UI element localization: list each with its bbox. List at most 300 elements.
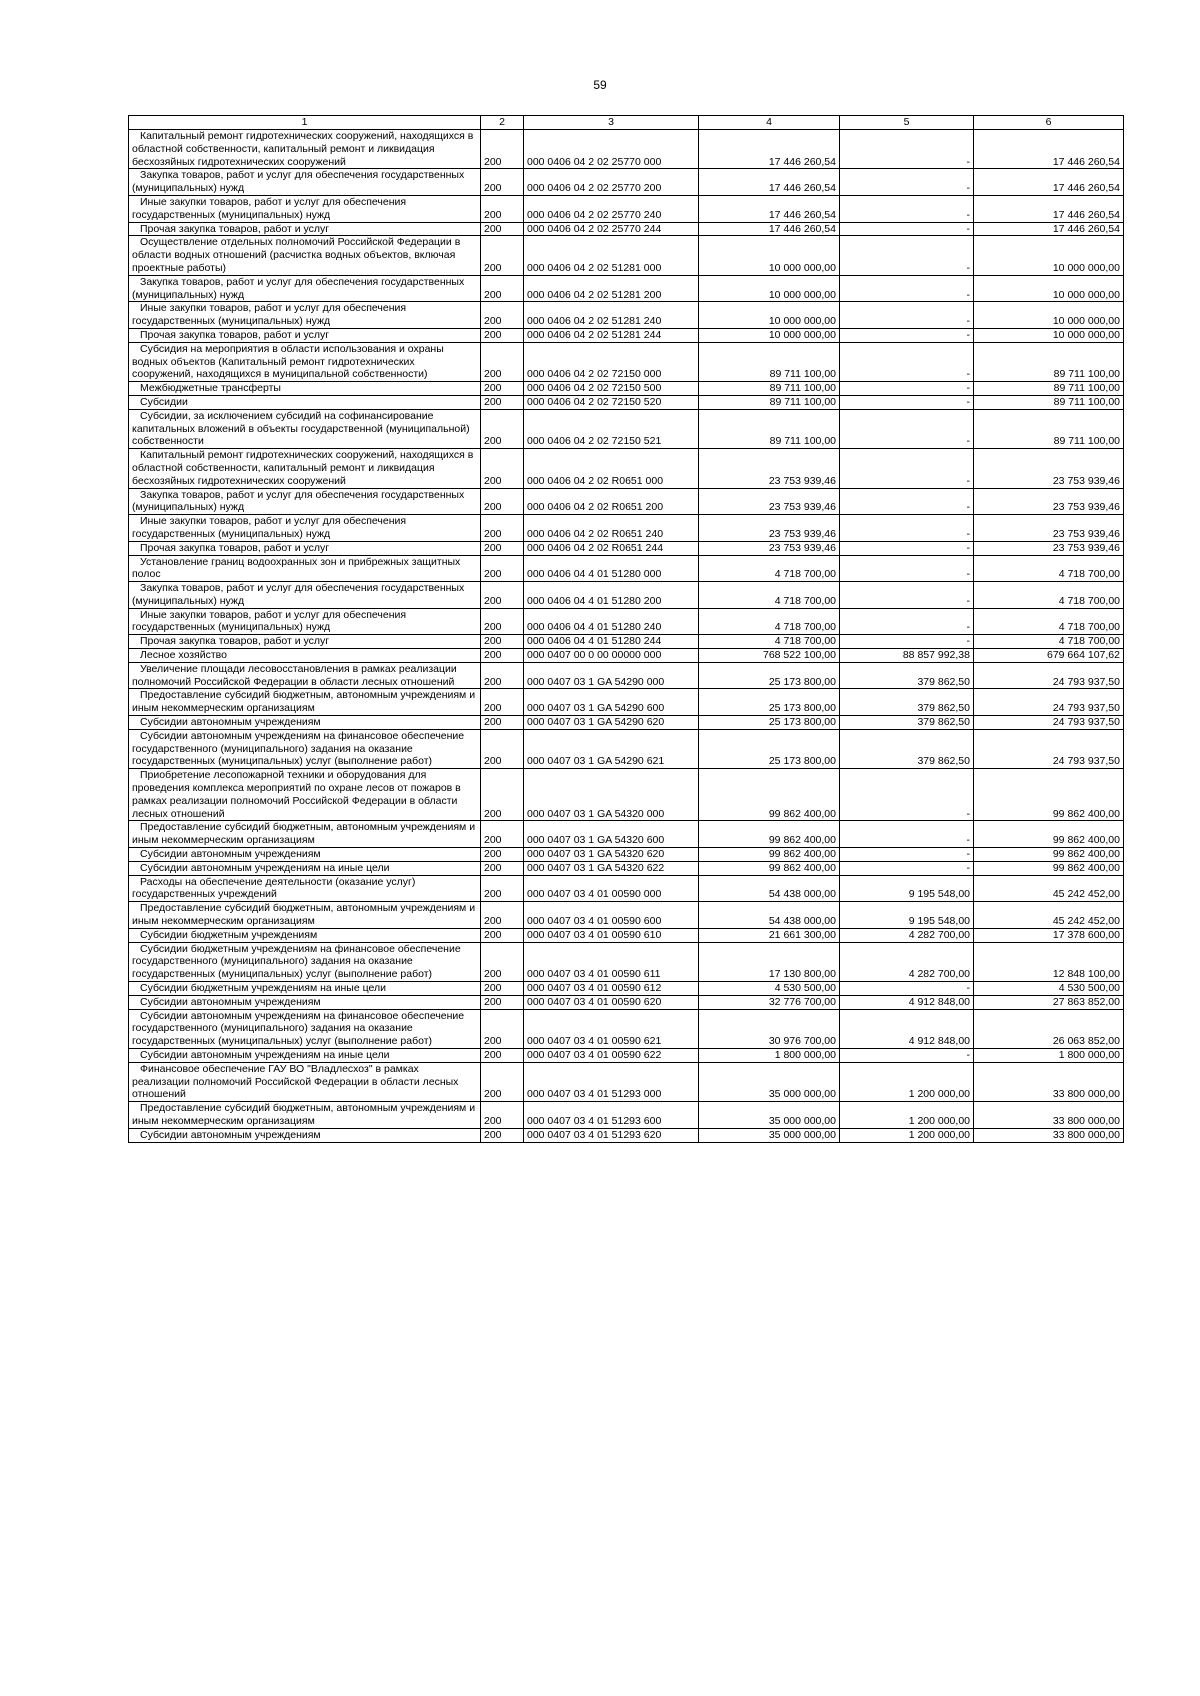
table-row [129, 449, 1124, 488]
remainder-amount-cell: 17 446 260,54 [974, 195, 1124, 222]
remainder-amount-cell: 23 753 939,46 [974, 541, 1124, 555]
remainder-amount-cell: 23 753 939,46 [974, 449, 1124, 488]
expense-name-text: Капитальный ремонт гидротехнических сооружений, находящихся в областной собственности, капитальный ремонт и ликвидация бесхозяйных гидротехнических сооружений [132, 449, 474, 487]
table-row [129, 302, 1124, 329]
table-row [129, 342, 1124, 381]
table-row [129, 1102, 1124, 1129]
expense-name-cell [129, 1009, 481, 1048]
expense-name-text: Субсидии автономным учреждениям на финансовое обеспечение государственного (муниципального) задания на оказание государственных (муниципальных) услуг (выполнение работ) [132, 1009, 465, 1048]
executed-amount-cell: - [840, 395, 974, 409]
table-row [129, 716, 1124, 730]
expense-name-cell [129, 382, 481, 396]
executed-amount-cell: - [840, 382, 974, 396]
chapter-code-cell: 200 [481, 328, 524, 342]
expense-name-text: Прочая закупка товаров, работ и услуг [140, 635, 330, 648]
expense-name-cell [129, 821, 481, 848]
column-header-2: 2 [481, 116, 524, 130]
expense-name-text: Субсидии бюджетным учреждениям на иные цели [140, 982, 386, 994]
table-row [129, 769, 1124, 821]
approved-amount-cell: 99 862 400,00 [699, 769, 840, 821]
chapter-code-cell: 200 [481, 541, 524, 555]
budget-classification-code-cell: 000 0406 04 2 02 51281 244 [524, 328, 699, 342]
approved-amount-cell: 4 718 700,00 [699, 608, 840, 635]
approved-amount-cell: 4 530 500,00 [699, 982, 840, 996]
chapter-code-cell: 200 [481, 395, 524, 409]
expense-name-text: Закупка товаров, работ и услуг для обеспечения государственных (муниципальных) нужд [132, 275, 465, 301]
expense-name-text: Предоставление субсидий бюджетным, автономным учреждениям и иным некоммерческим организациям [132, 689, 476, 715]
expense-name-cell [129, 729, 481, 768]
budget-classification-code-cell: 000 0407 03 4 01 51293 600 [524, 1102, 699, 1129]
remainder-amount-cell: 17 446 260,54 [974, 130, 1124, 169]
budget-classification-code-cell: 000 0406 04 2 02 51281 200 [524, 275, 699, 302]
executed-amount-cell: - [840, 195, 974, 222]
remainder-amount-cell: 24 793 937,50 [974, 729, 1124, 768]
approved-amount-cell: 1 800 000,00 [699, 1048, 840, 1062]
expense-name-text: Субсидии бюджетным учреждениям на финансовое обеспечение государственного (муниципального) задания на оказание государственных (муниципальных) услуг (выполнение работ) [132, 942, 461, 981]
chapter-code-cell: 200 [481, 342, 524, 381]
remainder-amount-cell: 24 793 937,50 [974, 689, 1124, 716]
approved-amount-cell: 17 446 260,54 [699, 195, 840, 222]
budget-classification-code-cell: 000 0407 03 1 GA 54290 600 [524, 689, 699, 716]
remainder-amount-cell: 17 446 260,54 [974, 222, 1124, 236]
chapter-code-cell: 200 [481, 449, 524, 488]
chapter-code-cell: 200 [481, 1102, 524, 1129]
budget-classification-code-cell: 000 0406 04 2 02 R0651 200 [524, 488, 699, 515]
remainder-amount-cell: 26 063 852,00 [974, 1009, 1124, 1048]
remainder-amount-cell: 89 711 100,00 [974, 395, 1124, 409]
remainder-amount-cell: 10 000 000,00 [974, 328, 1124, 342]
approved-amount-cell: 17 130 800,00 [699, 942, 840, 981]
chapter-code-cell: 200 [481, 769, 524, 821]
executed-amount-cell: - [840, 275, 974, 302]
expense-name-text: Прочая закупка товаров, работ и услуг [140, 541, 330, 554]
expense-name-cell [129, 928, 481, 942]
table-row [129, 689, 1124, 716]
expense-name-cell [129, 1048, 481, 1062]
column-header-5: 5 [840, 116, 974, 130]
expense-name-text: Субсидии автономным учреждениям на финансовое обеспечение государственного (муниципального) задания на оказание государственных (муниципальных) услуг (выполнение работ) [132, 729, 465, 768]
chapter-code-cell: 200 [481, 1009, 524, 1048]
remainder-amount-cell: 45 242 452,00 [974, 902, 1124, 929]
table-row [129, 515, 1124, 542]
expense-name-text: Субсидии автономным учреждениям [140, 848, 321, 861]
remainder-amount-cell: 23 753 939,46 [974, 488, 1124, 515]
approved-amount-cell: 10 000 000,00 [699, 302, 840, 329]
expense-name-text: Субсидия на мероприятия в области использования и охраны водных объектов (Капитальный ремонт гидротехнических сооружений, находящихся в муниципальной собственности) [132, 342, 444, 381]
remainder-amount-cell: 4 718 700,00 [974, 635, 1124, 649]
table-row [129, 582, 1124, 609]
budget-classification-code-cell: 000 0406 04 4 01 51280 244 [524, 635, 699, 649]
executed-amount-cell: - [840, 582, 974, 609]
expense-name-cell [129, 608, 481, 635]
expense-name-cell [129, 1062, 481, 1101]
expense-name-text: Субсидии, за исключением субсидий на софинансирование капитальных вложений в объекты государственной (муниципальной) собственности [132, 409, 470, 448]
chapter-code-cell: 200 [481, 169, 524, 196]
approved-amount-cell: 99 862 400,00 [699, 848, 840, 862]
expense-name-cell [129, 1102, 481, 1129]
budget-classification-code-cell: 000 0406 04 2 02 R0651 240 [524, 515, 699, 542]
executed-amount-cell: 4 282 700,00 [840, 928, 974, 942]
expense-name-text: Закупка товаров, работ и услуг для обеспечения государственных (муниципальных) нужд [132, 488, 465, 514]
chapter-code-cell: 200 [481, 488, 524, 515]
expense-name-text: Субсидии автономным учреждениям [140, 995, 321, 1008]
executed-amount-cell: 9 195 548,00 [840, 875, 974, 902]
budget-classification-code-cell: 000 0407 03 4 01 00590 612 [524, 982, 699, 996]
executed-amount-cell: 4 282 700,00 [840, 942, 974, 981]
approved-amount-cell: 23 753 939,46 [699, 515, 840, 542]
expense-name-text: Финансовое обеспечение ГАУ ВО "Владлесхоз" в рамках реализации полномочий Российской Федерации в области лесных отношений [132, 1062, 459, 1101]
chapter-code-cell: 200 [481, 608, 524, 635]
table-row [129, 635, 1124, 649]
budget-classification-code-cell: 000 0406 04 2 02 25770 000 [524, 130, 699, 169]
table-row [129, 821, 1124, 848]
budget-classification-code-cell: 000 0406 04 2 02 25770 244 [524, 222, 699, 236]
budget-classification-code-cell: 000 0407 03 4 01 00590 610 [524, 928, 699, 942]
chapter-code-cell: 200 [481, 649, 524, 663]
budget-classification-code-cell: 000 0407 03 4 01 00590 600 [524, 902, 699, 929]
remainder-amount-cell: 89 711 100,00 [974, 409, 1124, 448]
remainder-amount-cell: 45 242 452,00 [974, 875, 1124, 902]
table-row [129, 729, 1124, 768]
expense-name-cell [129, 848, 481, 862]
chapter-code-cell: 200 [481, 195, 524, 222]
budget-table [128, 115, 1124, 1143]
table-row [129, 1009, 1124, 1048]
expense-name-cell [129, 409, 481, 448]
expense-name-text: Субсидии бюджетным учреждениям [140, 928, 318, 941]
expense-name-text: Прочая закупка товаров, работ и услуг [140, 328, 330, 341]
remainder-amount-cell: 99 862 400,00 [974, 769, 1124, 821]
approved-amount-cell: 25 173 800,00 [699, 729, 840, 768]
expense-name-cell [129, 689, 481, 716]
executed-amount-cell: 9 195 548,00 [840, 902, 974, 929]
chapter-code-cell: 200 [481, 716, 524, 730]
remainder-amount-cell: 24 793 937,50 [974, 662, 1124, 689]
executed-amount-cell: - [840, 861, 974, 875]
budget-classification-code-cell: 000 0407 03 4 01 00590 000 [524, 875, 699, 902]
approved-amount-cell: 89 711 100,00 [699, 395, 840, 409]
remainder-amount-cell: 17 446 260,54 [974, 169, 1124, 196]
budget-classification-code-cell: 000 0406 04 2 02 25770 200 [524, 169, 699, 196]
approved-amount-cell: 23 753 939,46 [699, 541, 840, 555]
approved-amount-cell: 768 522 100,00 [699, 649, 840, 663]
executed-amount-cell: - [840, 342, 974, 381]
chapter-code-cell: 200 [481, 635, 524, 649]
chapter-code-cell: 200 [481, 382, 524, 396]
table-row [129, 662, 1124, 689]
remainder-amount-cell: 24 793 937,50 [974, 716, 1124, 730]
chapter-code-cell: 200 [481, 942, 524, 981]
expense-name-text: Предоставление субсидий бюджетным, автономным учреждениям и иным некоммерческим организациям [132, 1102, 476, 1127]
approved-amount-cell: 32 776 700,00 [699, 995, 840, 1009]
expense-name-cell [129, 515, 481, 542]
expense-name-cell [129, 236, 481, 275]
column-header-4: 4 [699, 116, 840, 130]
expense-name-cell [129, 302, 481, 329]
remainder-amount-cell: 4 718 700,00 [974, 555, 1124, 582]
chapter-code-cell: 200 [481, 1062, 524, 1101]
table-row [129, 488, 1124, 515]
approved-amount-cell: 30 976 700,00 [699, 1009, 840, 1048]
table-row [129, 409, 1124, 448]
budget-classification-code-cell: 000 0407 03 4 01 51293 000 [524, 1062, 699, 1101]
remainder-amount-cell: 99 862 400,00 [974, 821, 1124, 848]
table-row [129, 1048, 1124, 1062]
expense-name-text: Расходы на обеспечение деятельности (оказание услуг) государственных учреждений [132, 875, 416, 901]
expense-name-text: Иные закупки товаров, работ и услуг для обеспечения государственных (муниципальных) нужд [132, 302, 407, 328]
budget-classification-code-cell: 000 0407 03 4 01 51293 620 [524, 1128, 699, 1142]
budget-classification-code-cell: 000 0407 03 4 01 00590 611 [524, 942, 699, 981]
expense-name-text: Субсидии автономным учреждениям на иные цели [140, 1048, 390, 1061]
budget-classification-code-cell: 000 0407 03 1 GA 54290 620 [524, 716, 699, 730]
remainder-amount-cell: 4 718 700,00 [974, 608, 1124, 635]
approved-amount-cell: 10 000 000,00 [699, 275, 840, 302]
approved-amount-cell: 35 000 000,00 [699, 1062, 840, 1101]
expense-name-text: Прочая закупка товаров, работ и услуг [140, 222, 330, 235]
table-row [129, 236, 1124, 275]
executed-amount-cell: - [840, 328, 974, 342]
chapter-code-cell: 200 [481, 555, 524, 582]
executed-amount-cell: - [840, 302, 974, 329]
table-row [129, 1062, 1124, 1101]
table-row [129, 982, 1124, 996]
chapter-code-cell: 200 [481, 302, 524, 329]
budget-classification-code-cell: 000 0406 04 2 02 72150 520 [524, 395, 699, 409]
expense-name-text: Субсидии [140, 395, 188, 408]
expense-name-cell [129, 861, 481, 875]
expense-name-text: Предоставление субсидий бюджетным, автономным учреждениям и иным некоммерческим организациям [132, 821, 476, 847]
expense-name-text: Увеличение площади лесовосстановления в рамках реализации полномочий Российской Федерации в области лесных отношений [132, 662, 457, 688]
approved-amount-cell: 89 711 100,00 [699, 382, 840, 396]
chapter-code-cell: 200 [481, 689, 524, 716]
expense-name-cell [129, 130, 481, 169]
budget-classification-code-cell: 000 0407 03 1 GA 54320 622 [524, 861, 699, 875]
approved-amount-cell: 89 711 100,00 [699, 342, 840, 381]
expense-name-cell [129, 716, 481, 730]
table-row [129, 861, 1124, 875]
expense-name-cell [129, 662, 481, 689]
chapter-code-cell: 200 [481, 928, 524, 942]
table-row [129, 195, 1124, 222]
remainder-amount-cell: 33 800 000,00 [974, 1062, 1124, 1101]
chapter-code-cell: 200 [481, 1128, 524, 1142]
expense-name-text: Субсидии автономным учреждениям [140, 1128, 321, 1141]
executed-amount-cell: - [840, 769, 974, 821]
expense-name-text: Закупка товаров, работ и услуг для обеспечения государственных (муниципальных) нужд [132, 169, 465, 195]
approved-amount-cell: 25 173 800,00 [699, 662, 840, 689]
executed-amount-cell: - [840, 222, 974, 236]
expense-name-cell [129, 769, 481, 821]
executed-amount-cell: 88 857 992,38 [840, 649, 974, 663]
budget-classification-code-cell: 000 0407 03 1 GA 54320 000 [524, 769, 699, 821]
executed-amount-cell: 4 912 848,00 [840, 1009, 974, 1048]
table-header [129, 116, 1124, 130]
expense-name-text: Установление границ водоохранных зон и прибрежных защитных полос [132, 555, 461, 581]
chapter-code-cell: 200 [481, 662, 524, 689]
budget-classification-code-cell: 000 0407 03 4 01 00590 621 [524, 1009, 699, 1048]
remainder-amount-cell: 679 664 107,62 [974, 649, 1124, 663]
approved-amount-cell: 4 718 700,00 [699, 555, 840, 582]
budget-classification-code-cell: 000 0407 03 1 GA 54320 600 [524, 821, 699, 848]
expense-name-cell [129, 342, 481, 381]
remainder-amount-cell: 33 800 000,00 [974, 1102, 1124, 1129]
remainder-amount-cell: 23 753 939,46 [974, 515, 1124, 542]
expense-name-text: Осуществление отдельных полномочий Российской Федерации в области водных отношений (расчистка водных объектов, включая проектные работы) [132, 236, 461, 274]
budget-classification-code-cell: 000 0406 04 2 02 R0651 244 [524, 541, 699, 555]
chapter-code-cell: 200 [481, 1048, 524, 1062]
approved-amount-cell: 25 173 800,00 [699, 689, 840, 716]
table-row [129, 848, 1124, 862]
approved-amount-cell: 10 000 000,00 [699, 328, 840, 342]
approved-amount-cell: 25 173 800,00 [699, 716, 840, 730]
remainder-amount-cell: 10 000 000,00 [974, 275, 1124, 302]
table-row [129, 1128, 1124, 1142]
table-row [129, 902, 1124, 929]
table-row [129, 928, 1124, 942]
remainder-amount-cell: 99 862 400,00 [974, 861, 1124, 875]
chapter-code-cell: 200 [481, 130, 524, 169]
expense-name-cell [129, 942, 481, 981]
executed-amount-cell: - [840, 409, 974, 448]
executed-amount-cell: - [840, 608, 974, 635]
expense-name-text: Иные закупки товаров, работ и услуг для обеспечения государственных (муниципальных) нужд [132, 515, 407, 540]
remainder-amount-cell: 4 530 500,00 [974, 982, 1124, 996]
table-row [129, 649, 1124, 663]
remainder-amount-cell: 99 862 400,00 [974, 848, 1124, 862]
executed-amount-cell: 4 912 848,00 [840, 995, 974, 1009]
chapter-code-cell: 200 [481, 982, 524, 996]
expense-name-cell [129, 169, 481, 196]
budget-classification-code-cell: 000 0407 03 4 01 00590 622 [524, 1048, 699, 1062]
remainder-amount-cell: 27 863 852,00 [974, 995, 1124, 1009]
expense-name-text: Лесное хозяйство [140, 649, 227, 662]
expense-name-cell [129, 582, 481, 609]
table-row [129, 555, 1124, 582]
executed-amount-cell: - [840, 635, 974, 649]
expense-name-cell [129, 875, 481, 902]
chapter-code-cell: 200 [481, 902, 524, 929]
executed-amount-cell: - [840, 236, 974, 275]
table-row [129, 541, 1124, 555]
budget-classification-code-cell: 000 0406 04 4 01 51280 240 [524, 608, 699, 635]
column-header-3: 3 [524, 116, 699, 130]
table-row [129, 382, 1124, 396]
page-number: 59 [593, 78, 607, 92]
executed-amount-cell: 379 862,50 [840, 716, 974, 730]
expense-name-cell [129, 488, 481, 515]
approved-amount-cell: 99 862 400,00 [699, 821, 840, 848]
executed-amount-cell: - [840, 169, 974, 196]
budget-classification-code-cell: 000 0407 03 1 GA 54290 000 [524, 662, 699, 689]
executed-amount-cell: 1 200 000,00 [840, 1128, 974, 1142]
expense-name-text: Иные закупки товаров, работ и услуг для обеспечения государственных (муниципальных) нужд [132, 195, 407, 221]
table-row [129, 328, 1124, 342]
expense-name-cell [129, 449, 481, 488]
table-body [129, 130, 1124, 1143]
expense-name-cell [129, 222, 481, 236]
budget-classification-code-cell: 000 0406 04 2 02 72150 500 [524, 382, 699, 396]
budget-classification-code-cell: 000 0407 00 0 00 00000 000 [524, 649, 699, 663]
approved-amount-cell: 54 438 000,00 [699, 875, 840, 902]
approved-amount-cell: 21 661 300,00 [699, 928, 840, 942]
executed-amount-cell: - [840, 515, 974, 542]
approved-amount-cell: 17 446 260,54 [699, 222, 840, 236]
table-row [129, 395, 1124, 409]
approved-amount-cell: 4 718 700,00 [699, 582, 840, 609]
remainder-amount-cell: 10 000 000,00 [974, 302, 1124, 329]
column-header-1: 1 [129, 116, 481, 130]
expense-name-cell [129, 395, 481, 409]
expense-name-cell [129, 982, 481, 996]
remainder-amount-cell: 10 000 000,00 [974, 236, 1124, 275]
executed-amount-cell: 1 200 000,00 [840, 1062, 974, 1101]
expense-name-text: Субсидии автономным учреждениям на иные цели [140, 861, 390, 874]
budget-classification-code-cell: 000 0406 04 4 01 51280 000 [524, 555, 699, 582]
expense-name-cell [129, 275, 481, 302]
expense-name-cell [129, 995, 481, 1009]
expense-name-cell [129, 541, 481, 555]
remainder-amount-cell: 1 800 000,00 [974, 1048, 1124, 1062]
expense-name-text: Капитальный ремонт гидротехнических сооружений, находящихся в областной собственности, капитальный ремонт и ликвидация бесхозяйных гидротехнических сооружений [132, 130, 474, 168]
chapter-code-cell: 200 [481, 275, 524, 302]
executed-amount-cell: 1 200 000,00 [840, 1102, 974, 1129]
budget-classification-code-cell: 000 0406 04 2 02 R0651 000 [524, 449, 699, 488]
expense-name-cell [129, 649, 481, 663]
remainder-amount-cell: 12 848 100,00 [974, 942, 1124, 981]
budget-classification-code-cell: 000 0407 03 1 GA 54320 620 [524, 848, 699, 862]
budget-classification-code-cell: 000 0407 03 1 GA 54290 621 [524, 729, 699, 768]
remainder-amount-cell: 89 711 100,00 [974, 382, 1124, 396]
executed-amount-cell: - [840, 848, 974, 862]
table-row [129, 222, 1124, 236]
table-row [129, 130, 1124, 169]
chapter-code-cell: 200 [481, 875, 524, 902]
expense-name-text: Приобретение лесопожарной техники и оборудования для проведения комплекса мероприятий по охране лесов от пожаров в рамках реализации полномочий Российской Федерации в области лесных отношений [132, 769, 461, 820]
chapter-code-cell: 200 [481, 409, 524, 448]
expense-name-cell [129, 328, 481, 342]
chapter-code-cell: 200 [481, 222, 524, 236]
executed-amount-cell: - [840, 821, 974, 848]
executed-amount-cell: 379 862,50 [840, 662, 974, 689]
approved-amount-cell: 35 000 000,00 [699, 1102, 840, 1129]
remainder-amount-cell: 17 378 600,00 [974, 928, 1124, 942]
table-row [129, 169, 1124, 196]
budget-classification-code-cell: 000 0406 04 4 01 51280 200 [524, 582, 699, 609]
expense-name-text: Межбюджетные трансферты [140, 382, 281, 395]
remainder-amount-cell: 33 800 000,00 [974, 1128, 1124, 1142]
approved-amount-cell: 99 862 400,00 [699, 861, 840, 875]
executed-amount-cell: - [840, 488, 974, 515]
table-row [129, 942, 1124, 981]
table-row [129, 275, 1124, 302]
expense-name-text: Закупка товаров, работ и услуг для обеспечения государственных (муниципальных) нужд [132, 582, 465, 607]
expense-name-text: Предоставление субсидий бюджетным, автономным учреждениям и иным некоммерческим организациям [132, 902, 476, 928]
expense-name-cell [129, 195, 481, 222]
table-row [129, 875, 1124, 902]
approved-amount-cell: 35 000 000,00 [699, 1128, 840, 1142]
expense-name-text: Субсидии автономным учреждениям [140, 716, 321, 729]
column-header-6: 6 [974, 116, 1124, 130]
executed-amount-cell: 379 862,50 [840, 729, 974, 768]
chapter-code-cell: 200 [481, 236, 524, 275]
expense-name-cell [129, 902, 481, 929]
remainder-amount-cell: 4 718 700,00 [974, 582, 1124, 609]
chapter-code-cell: 200 [481, 729, 524, 768]
executed-amount-cell: 379 862,50 [840, 689, 974, 716]
approved-amount-cell: 54 438 000,00 [699, 902, 840, 929]
executed-amount-cell: - [840, 555, 974, 582]
expense-name-cell [129, 555, 481, 582]
